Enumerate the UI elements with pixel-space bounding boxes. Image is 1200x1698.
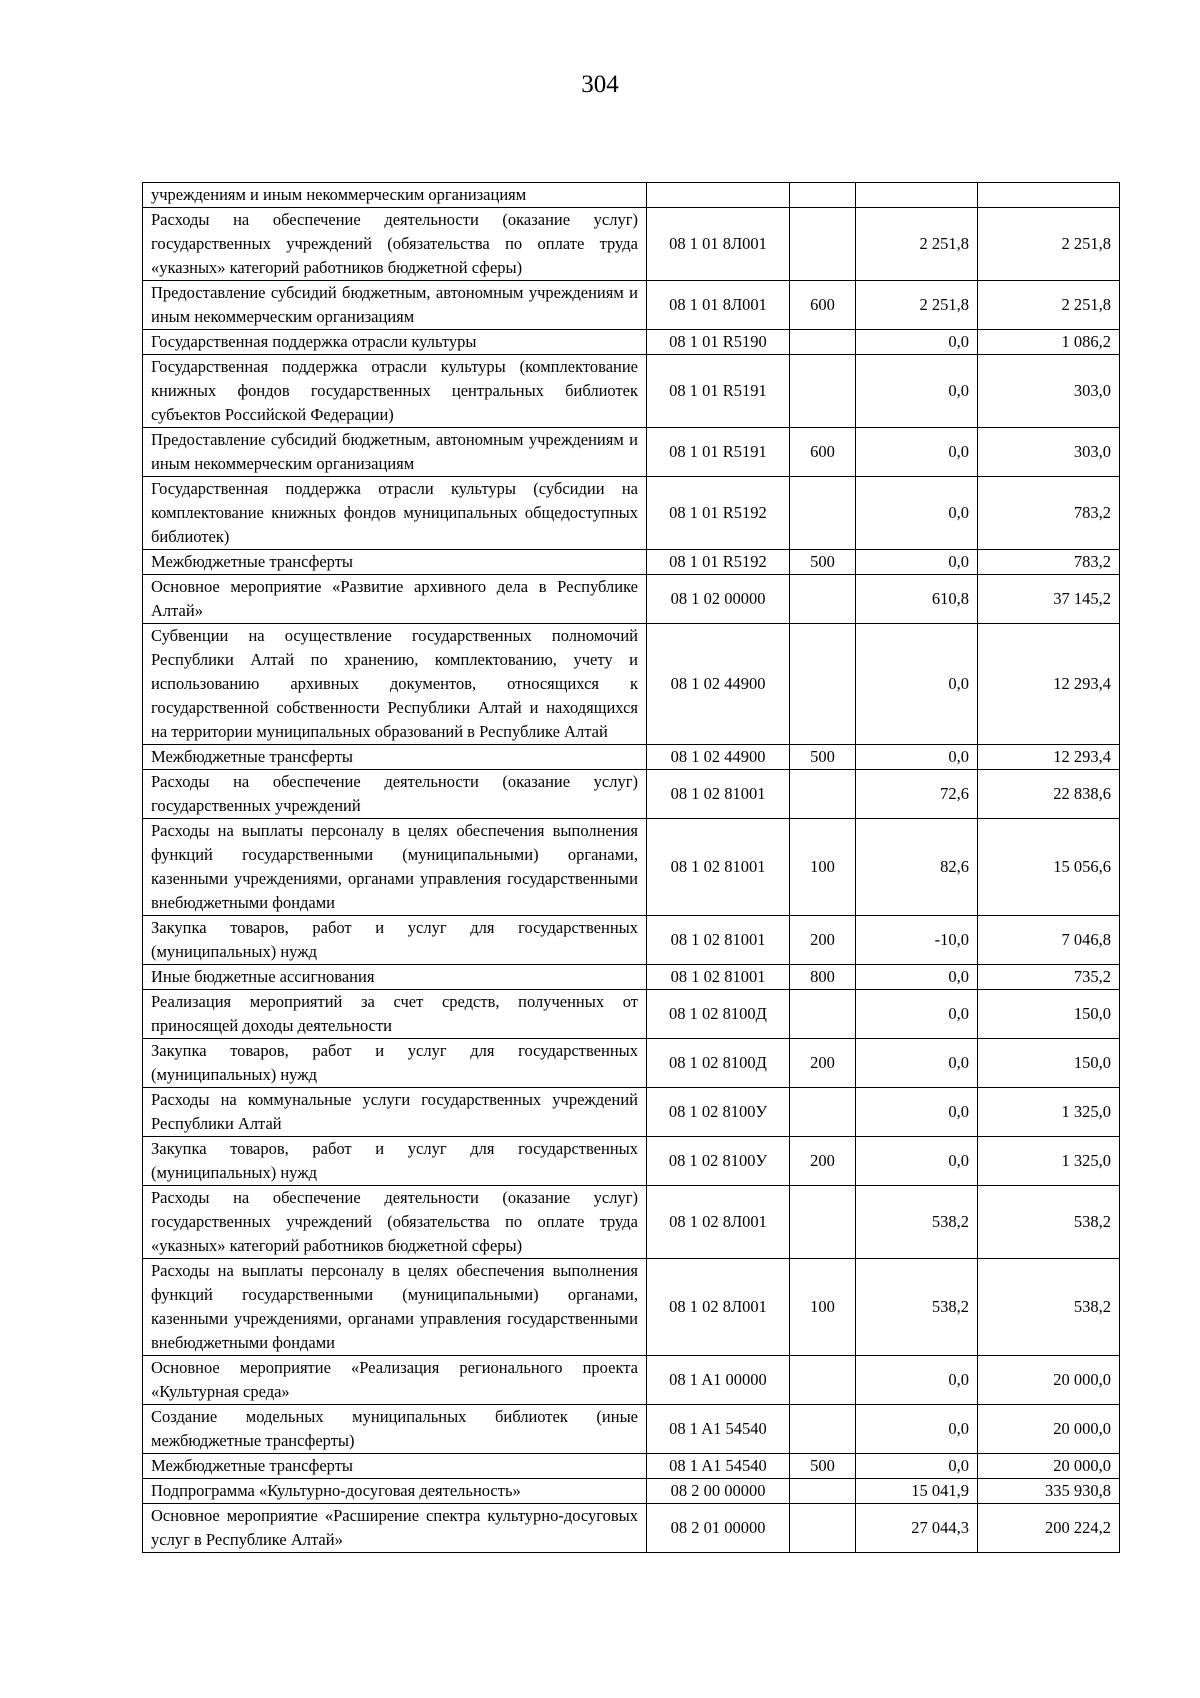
table-row xyxy=(143,575,1120,624)
budget-code-cell: 08 1 01 8Л001 xyxy=(647,281,790,330)
expense-name-cell: Предоставление субсидий бюджетным, автономным учреждениям и иным некоммерческим организациям xyxy=(143,428,647,477)
amount-total-cell: 1 325,0 xyxy=(978,1088,1120,1137)
expense-name-cell: Предоставление субсидий бюджетным, автономным учреждениям и иным некоммерческим организациям xyxy=(143,281,647,330)
expense-name-cell: Основное мероприятие «Реализация регионального проекта «Культурная среда» xyxy=(143,1356,647,1405)
amount-change-cell: 0,0 xyxy=(856,745,978,770)
expense-type-cell: 200 xyxy=(790,1137,856,1186)
amount-change-cell: 0,0 xyxy=(856,428,978,477)
table-row xyxy=(143,624,1120,745)
expense-type-cell: 500 xyxy=(790,550,856,575)
amount-change-cell: 0,0 xyxy=(856,477,978,550)
amount-change-cell xyxy=(856,183,978,208)
table-row xyxy=(143,1039,1120,1088)
amount-total-cell: 2 251,8 xyxy=(978,281,1120,330)
amount-change-cell: 0,0 xyxy=(856,990,978,1039)
table-row xyxy=(143,1405,1120,1454)
amount-change-cell: 538,2 xyxy=(856,1186,978,1259)
expense-type-cell xyxy=(790,1088,856,1137)
amount-total-cell: 15 056,6 xyxy=(978,819,1120,916)
expense-name-cell: Создание модельных муниципальных библиотек (иные межбюджетные трансферты) xyxy=(143,1405,647,1454)
table-row xyxy=(143,281,1120,330)
amount-change-cell: 538,2 xyxy=(856,1259,978,1356)
table-row xyxy=(143,550,1120,575)
expense-name-cell: Основное мероприятие «Развитие архивного дела в Республике Алтай» xyxy=(143,575,647,624)
budget-code-cell: 08 1 01 R5192 xyxy=(647,550,790,575)
amount-total-cell: 735,2 xyxy=(978,965,1120,990)
amount-change-cell: 0,0 xyxy=(856,1039,978,1088)
amount-total-cell: 538,2 xyxy=(978,1186,1120,1259)
budget-code-cell: 08 1 01 8Л001 xyxy=(647,208,790,281)
expense-name-cell: Межбюджетные трансферты xyxy=(143,745,647,770)
expense-type-cell xyxy=(790,1405,856,1454)
expense-name-cell: Расходы на обеспечение деятельности (оказание услуг) государственных учреждений xyxy=(143,770,647,819)
expense-name-cell: Расходы на обеспечение деятельности (оказание услуг) государственных учреждений (обязательства по оплате труда «указных» категорий работников бюджетной сферы) xyxy=(143,208,647,281)
expense-name-cell: Расходы на обеспечение деятельности (оказание услуг) государственных учреждений (обязательства по оплате труда «указных» категорий работников бюджетной сферы) xyxy=(143,1186,647,1259)
budget-code-cell: 08 1 01 R5192 xyxy=(647,477,790,550)
expense-type-cell xyxy=(790,575,856,624)
amount-total-cell: 12 293,4 xyxy=(978,624,1120,745)
table-row xyxy=(143,477,1120,550)
amount-total-cell: 2 251,8 xyxy=(978,208,1120,281)
amount-change-cell: 27 044,3 xyxy=(856,1504,978,1553)
amount-change-cell: 0,0 xyxy=(856,355,978,428)
amount-total-cell: 335 930,8 xyxy=(978,1479,1120,1504)
expense-name-cell: Расходы на коммунальные услуги государственных учреждений Республики Алтай xyxy=(143,1088,647,1137)
expense-type-cell: 200 xyxy=(790,916,856,965)
expense-name-cell: Основное мероприятие «Расширение спектра культурно-досуговых услуг в Республике Алтай» xyxy=(143,1504,647,1553)
table-row xyxy=(143,1356,1120,1405)
table-row xyxy=(143,330,1120,355)
budget-code-cell: 08 1 02 8100Д xyxy=(647,990,790,1039)
budget-code-cell: 08 2 00 00000 xyxy=(647,1479,790,1504)
expense-type-cell xyxy=(790,990,856,1039)
budget-code-cell: 08 1 02 8100У xyxy=(647,1088,790,1137)
expense-name-cell: Закупка товаров, работ и услуг для государственных (муниципальных) нужд xyxy=(143,1039,647,1088)
table-row xyxy=(143,990,1120,1039)
expense-type-cell: 500 xyxy=(790,745,856,770)
expense-type-cell xyxy=(790,355,856,428)
amount-change-cell: 82,6 xyxy=(856,819,978,916)
expense-type-cell xyxy=(790,624,856,745)
page-number: 304 xyxy=(581,71,619,98)
expense-type-cell: 500 xyxy=(790,1454,856,1479)
amount-total-cell: 303,0 xyxy=(978,355,1120,428)
amount-total-cell: 7 046,8 xyxy=(978,916,1120,965)
table-row xyxy=(143,1454,1120,1479)
expense-name-cell: Расходы на выплаты персоналу в целях обеспечения выполнения функций государственными (муниципальными) органами, казенными учреждениями, органами управления государственными внебюджетными фондами xyxy=(143,819,647,916)
expense-name-cell: Субвенции на осуществление государственных полномочий Республики Алтай по хранению, комплектованию, учету и использованию архивных документов, относящихся к государственной собственности Республики Алтай и находящихся на территории муниципальных образований в Республике Алтай xyxy=(143,624,647,745)
expense-type-cell xyxy=(790,330,856,355)
amount-total-cell: 1 325,0 xyxy=(978,1137,1120,1186)
table-row xyxy=(143,428,1120,477)
expense-name-cell: Государственная поддержка отрасли культуры xyxy=(143,330,647,355)
table-row xyxy=(143,355,1120,428)
budget-code-cell: 08 1 A1 54540 xyxy=(647,1454,790,1479)
expense-name-cell: Расходы на выплаты персоналу в целях обеспечения выполнения функций государственными (муниципальными) органами, казенными учреждениями, органами управления государственными внебюджетными фондами xyxy=(143,1259,647,1356)
amount-change-cell: 0,0 xyxy=(856,1088,978,1137)
table-row xyxy=(143,1259,1120,1356)
expense-name-cell: Иные бюджетные ассигнования xyxy=(143,965,647,990)
budget-code-cell: 08 1 A1 54540 xyxy=(647,1405,790,1454)
amount-total-cell: 1 086,2 xyxy=(978,330,1120,355)
expense-name-cell: Реализация мероприятий за счет средств, полученных от приносящей доходы деятельности xyxy=(143,990,647,1039)
expense-type-cell xyxy=(790,183,856,208)
table-row xyxy=(143,1479,1120,1504)
table-row xyxy=(143,965,1120,990)
amount-change-cell: 0,0 xyxy=(856,550,978,575)
expense-type-cell: 200 xyxy=(790,1039,856,1088)
table-row xyxy=(143,1504,1120,1553)
amount-change-cell: 610,8 xyxy=(856,575,978,624)
budget-code-cell: 08 1 02 8Л001 xyxy=(647,1186,790,1259)
amount-total-cell: 150,0 xyxy=(978,990,1120,1039)
amount-total-cell: 200 224,2 xyxy=(978,1504,1120,1553)
amount-change-cell: 0,0 xyxy=(856,1137,978,1186)
budget-code-cell: 08 2 01 00000 xyxy=(647,1504,790,1553)
expense-type-cell: 100 xyxy=(790,1259,856,1356)
amount-total-cell: 783,2 xyxy=(978,477,1120,550)
expense-name-cell: Закупка товаров, работ и услуг для государственных (муниципальных) нужд xyxy=(143,1137,647,1186)
amount-total-cell xyxy=(978,183,1120,208)
table-row xyxy=(143,1137,1120,1186)
expense-type-cell: 600 xyxy=(790,428,856,477)
amount-change-cell: 0,0 xyxy=(856,624,978,745)
expense-name-cell: Межбюджетные трансферты xyxy=(143,550,647,575)
budget-code-cell: 08 1 02 81001 xyxy=(647,819,790,916)
budget-code-cell: 08 1 02 44900 xyxy=(647,624,790,745)
budget-code-cell: 08 1 02 8100У xyxy=(647,1137,790,1186)
amount-total-cell: 783,2 xyxy=(978,550,1120,575)
budget-code-cell: 08 1 02 44900 xyxy=(647,745,790,770)
table-row xyxy=(143,916,1120,965)
amount-total-cell: 20 000,0 xyxy=(978,1405,1120,1454)
amount-change-cell: 0,0 xyxy=(856,330,978,355)
budget-code-cell: 08 1 01 R5191 xyxy=(647,355,790,428)
amount-total-cell: 150,0 xyxy=(978,1039,1120,1088)
budget-code-cell: 08 1 01 R5191 xyxy=(647,428,790,477)
table-row xyxy=(143,1088,1120,1137)
table-row xyxy=(143,183,1120,208)
expense-name-cell: Межбюджетные трансферты xyxy=(143,1454,647,1479)
table-row xyxy=(143,770,1120,819)
expense-type-cell xyxy=(790,1356,856,1405)
amount-change-cell: 0,0 xyxy=(856,965,978,990)
budget-code-cell: 08 1 02 81001 xyxy=(647,770,790,819)
table-row xyxy=(143,745,1120,770)
budget-code-cell: 08 1 02 8Л001 xyxy=(647,1259,790,1356)
expense-type-cell xyxy=(790,1479,856,1504)
amount-total-cell: 12 293,4 xyxy=(978,745,1120,770)
amount-change-cell: 0,0 xyxy=(856,1405,978,1454)
expense-type-cell: 600 xyxy=(790,281,856,330)
amount-total-cell: 20 000,0 xyxy=(978,1454,1120,1479)
amount-change-cell: 72,6 xyxy=(856,770,978,819)
table-row xyxy=(143,208,1120,281)
expense-type-cell xyxy=(790,770,856,819)
expense-type-cell: 100 xyxy=(790,819,856,916)
budget-code-cell: 08 1 02 81001 xyxy=(647,916,790,965)
amount-change-cell: 2 251,8 xyxy=(856,281,978,330)
budget-code-cell: 08 1 01 R5190 xyxy=(647,330,790,355)
amount-total-cell: 303,0 xyxy=(978,428,1120,477)
expense-type-cell xyxy=(790,1504,856,1553)
table-row xyxy=(143,1186,1120,1259)
amount-total-cell: 22 838,6 xyxy=(978,770,1120,819)
budget-code-cell: 08 1 02 81001 xyxy=(647,965,790,990)
amount-change-cell: 0,0 xyxy=(856,1356,978,1405)
expense-type-cell xyxy=(790,1186,856,1259)
expense-name-cell: Подпрограмма «Культурно-досуговая деятельность» xyxy=(143,1479,647,1504)
amount-total-cell: 37 145,2 xyxy=(978,575,1120,624)
amount-change-cell: 15 041,9 xyxy=(856,1479,978,1504)
table-row xyxy=(143,819,1120,916)
expense-name-cell: Государственная поддержка отрасли культуры (комплектование книжных фондов государственных центральных библиотек субъектов Российской Федерации) xyxy=(143,355,647,428)
expense-name-cell: Закупка товаров, работ и услуг для государственных (муниципальных) нужд xyxy=(143,916,647,965)
amount-change-cell: 0,0 xyxy=(856,1454,978,1479)
budget-table-body xyxy=(143,183,1120,1553)
expense-type-cell: 800 xyxy=(790,965,856,990)
expense-type-cell xyxy=(790,208,856,281)
expense-name-cell: Государственная поддержка отрасли культуры (субсидии на комплектование книжных фондов муниципальных общедоступных библиотек) xyxy=(143,477,647,550)
amount-total-cell: 20 000,0 xyxy=(978,1356,1120,1405)
budget-code-cell xyxy=(647,183,790,208)
amount-change-cell: 2 251,8 xyxy=(856,208,978,281)
budget-code-cell: 08 1 02 00000 xyxy=(647,575,790,624)
amount-total-cell: 538,2 xyxy=(978,1259,1120,1356)
expense-name-cell: учреждениям и иным некоммерческим организациям xyxy=(143,183,647,208)
budget-code-cell: 08 1 A1 00000 xyxy=(647,1356,790,1405)
budget-code-cell: 08 1 02 8100Д xyxy=(647,1039,790,1088)
amount-change-cell: -10,0 xyxy=(856,916,978,965)
expense-type-cell xyxy=(790,477,856,550)
budget-table xyxy=(142,182,1120,1553)
